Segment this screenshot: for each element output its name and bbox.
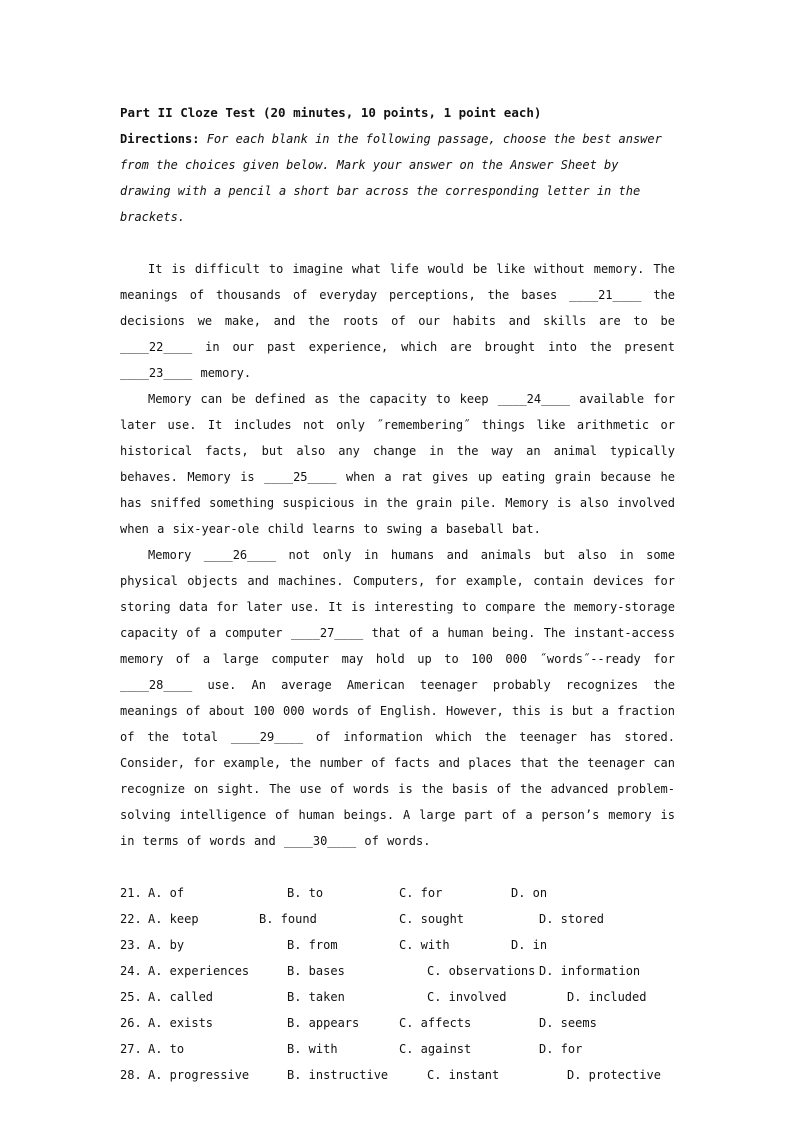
option-d: D. protective [567, 1068, 661, 1082]
option-c: C. with [399, 938, 450, 952]
option-row-22 [120, 906, 675, 932]
option-row-24 [120, 958, 675, 984]
option-d: D. on [511, 886, 548, 900]
document-page [120, 100, 675, 1088]
option-c: C. sought [399, 912, 465, 926]
option-d: D. in [511, 938, 548, 952]
option-c: C. against [399, 1042, 472, 1056]
question-number: 22. [120, 912, 142, 926]
answer-options [120, 880, 675, 1088]
option-row-28 [120, 1062, 675, 1088]
option-b: B. from [287, 938, 338, 952]
option-b: B. bases [287, 964, 345, 978]
option-b: B. instructive [287, 1068, 389, 1082]
option-a: A. called [148, 990, 214, 1004]
blank-28: ____28____ [120, 678, 193, 692]
option-b: B. with [287, 1042, 338, 1056]
question-number: 26. [120, 1016, 142, 1030]
blank-24: ____24____ [497, 392, 570, 406]
blank-21: ____21____ [569, 288, 642, 302]
question-number: 27. [120, 1042, 142, 1056]
option-c: C. affects [399, 1016, 472, 1030]
option-row-21 [120, 880, 675, 906]
option-c: C. observations [427, 964, 536, 978]
option-d: D. for [539, 1042, 583, 1056]
blank-25: ____25____ [264, 470, 337, 484]
passage [120, 256, 675, 854]
option-a: A. of [148, 886, 185, 900]
blank-27: ____27____ [290, 626, 364, 640]
passage-paragraph-1: It is difficult to imagine what life would be like without memory. The meanings of thousands of everyday perceptions, the bases ____21____ the decisions we make, and the roots of our habits and skills are to be ____22____ in our past experience, which are brought into the present ____23____ memory. [120, 262, 675, 380]
option-d: D. information [539, 964, 641, 978]
blank-22: ____22____ [120, 340, 193, 354]
option-b: B. to [287, 886, 324, 900]
question-number: 21. [120, 886, 142, 900]
option-b: B. found [259, 912, 317, 926]
option-d: D. included [567, 990, 647, 1004]
option-row-25 [120, 984, 675, 1010]
blank-30: ____30____ [283, 834, 357, 848]
section-title: Part II Cloze Test (20 minutes, 10 points, 1 point each) [120, 105, 542, 120]
passage-paragraph-3: Memory ____26____ not only in humans and animals but also in some physical objects and machines. Computers, for example, contain devices for storing data for later use. It is interesting to compare the memory-storage capacity of a computer ____27____ that of a human being. The instant-access memory of a large computer may hold up to 100 000 ˝words˝--ready for ____28____ use. An average American teenager probably recognizes the meanings of about 100 000 words of English. However, this is but a fraction of the total ____29____ of information which the teenager has stored. Consider, for example, the number of facts and places that the teenager can recognize on sight. The use of words is the basis of the advanced problem-solving intelligence of human beings. A large part of a person’s memory is in terms of words and ____30____ of words. [120, 548, 676, 848]
question-number: 23. [120, 938, 142, 952]
option-b: B. appears [287, 1016, 360, 1030]
option-row-23 [120, 932, 675, 958]
option-row-26 [120, 1010, 675, 1036]
question-number: 28. [120, 1068, 142, 1082]
option-d: D. seems [539, 1016, 597, 1030]
option-c: C. instant [427, 1068, 500, 1082]
blank-29: ____29____ [230, 730, 304, 744]
directions-label: Directions: [120, 132, 200, 146]
blank-23: ____23____ [120, 366, 193, 380]
option-b: B. taken [287, 990, 345, 1004]
option-c: C. for [399, 886, 443, 900]
option-a: A. exists [148, 1016, 214, 1030]
blank-26: ____26____ [203, 548, 277, 562]
directions [120, 126, 675, 230]
question-number: 25. [120, 990, 142, 1004]
option-a: A. experiences [148, 964, 250, 978]
option-a: A. by [148, 938, 185, 952]
option-c: C. involved [427, 990, 507, 1004]
option-a: A. keep [148, 912, 199, 926]
option-a: A. progressive [148, 1068, 250, 1082]
directions-text: For each blank in the following passage, choose the best answer from the choices given below. Mark your answer on the Answer Sheet by drawing with a pencil a short bar across the corresponding letter in the brackets. [120, 132, 662, 224]
question-number: 24. [120, 964, 142, 978]
option-a: A. to [148, 1042, 185, 1056]
option-d: D. stored [539, 912, 605, 926]
option-row-27 [120, 1036, 675, 1062]
passage-paragraph-2: Memory can be defined as the capacity to keep ____24____ available for later use. It includes not only ˝remembering˝ things like arithmetic or historical facts, but also any change in the way an animal typically behaves. Memory is ____25____ when a rat gives up eating grain because he has sniffed something suspicious in the grain pile. Memory is also involved when a six-year-ole child learns to swing a baseball bat. [120, 392, 675, 536]
